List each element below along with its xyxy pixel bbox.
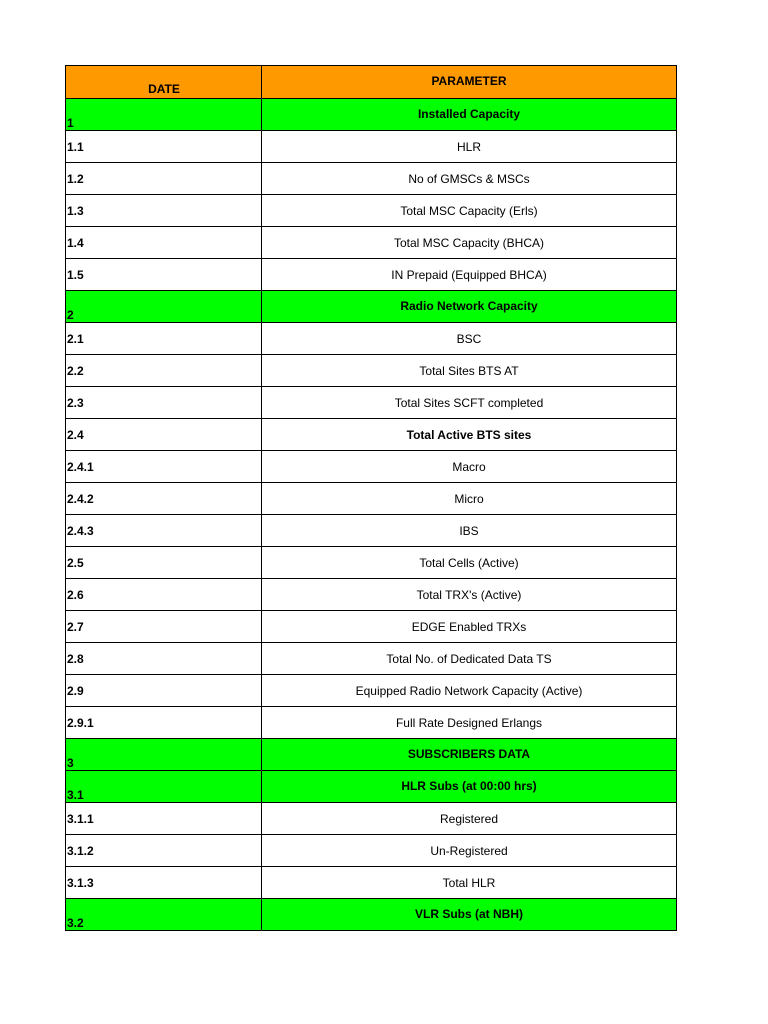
row-number-cell[interactable]: 3.1.3 — [66, 867, 262, 899]
parameter-cell[interactable]: Full Rate Designed Erlangs — [262, 707, 677, 739]
parameter-cell[interactable]: Registered — [262, 803, 677, 835]
row-number-cell[interactable]: 2.4.2 — [66, 483, 262, 515]
parameter-cell[interactable]: Radio Network Capacity — [262, 291, 677, 323]
row-number-cell[interactable]: 1.3 — [66, 195, 262, 227]
row-number-cell[interactable]: 1.1 — [66, 131, 262, 163]
parameter-cell[interactable]: Equipped Radio Network Capacity (Active) — [262, 675, 677, 707]
row-number-cell[interactable]: 2.1 — [66, 323, 262, 355]
row-number-cell[interactable]: 1 — [66, 99, 262, 131]
table-row — [66, 515, 677, 547]
section-row — [66, 291, 677, 323]
table-row — [66, 611, 677, 643]
row-number-cell[interactable]: 2.2 — [66, 355, 262, 387]
parameter-cell[interactable]: Total HLR — [262, 867, 677, 899]
parameter-cell[interactable]: Total MSC Capacity (Erls) — [262, 195, 677, 227]
section-row — [66, 739, 677, 771]
parameter-cell[interactable]: HLR Subs (at 00:00 hrs) — [262, 771, 677, 803]
parameter-cell[interactable]: Total Sites SCFT completed — [262, 387, 677, 419]
parameter-cell[interactable]: Macro — [262, 451, 677, 483]
spreadsheet — [65, 65, 676, 931]
date-header-cell[interactable]: DATE — [66, 66, 262, 99]
row-number-cell[interactable]: 1.4 — [66, 227, 262, 259]
parameter-cell[interactable]: No of GMSCs & MSCs — [262, 163, 677, 195]
table-row — [66, 835, 677, 867]
table-row — [66, 355, 677, 387]
table-row — [66, 451, 677, 483]
table-row — [66, 419, 677, 451]
table-row — [66, 707, 677, 739]
section-row — [66, 899, 677, 931]
table-row — [66, 131, 677, 163]
parameter-cell[interactable]: Total Sites BTS AT — [262, 355, 677, 387]
row-number-cell[interactable]: 2.4.1 — [66, 451, 262, 483]
parameter-cell[interactable]: IN Prepaid (Equipped BHCA) — [262, 259, 677, 291]
row-number-cell[interactable]: 1.2 — [66, 163, 262, 195]
row-number-cell[interactable]: 3.1 — [66, 771, 262, 803]
parameter-cell[interactable]: HLR — [262, 131, 677, 163]
table-row — [66, 323, 677, 355]
row-number-cell[interactable]: 2 — [66, 291, 262, 323]
table-row — [66, 675, 677, 707]
row-number-cell[interactable]: 2.5 — [66, 547, 262, 579]
row-number-cell[interactable]: 3.2 — [66, 899, 262, 931]
parameter-cell[interactable]: EDGE Enabled TRXs — [262, 611, 677, 643]
parameter-cell[interactable]: BSC — [262, 323, 677, 355]
row-number-cell[interactable]: 2.4.3 — [66, 515, 262, 547]
row-number-cell[interactable]: 2.9.1 — [66, 707, 262, 739]
row-number-cell[interactable]: 3.1.2 — [66, 835, 262, 867]
row-number-cell[interactable]: 1.5 — [66, 259, 262, 291]
table-row — [66, 803, 677, 835]
parameter-cell[interactable]: Un-Registered — [262, 835, 677, 867]
row-number-cell[interactable]: 2.6 — [66, 579, 262, 611]
row-number-cell[interactable]: 3.1.1 — [66, 803, 262, 835]
parameter-cell[interactable]: Total No. of Dedicated Data TS — [262, 643, 677, 675]
row-number-cell[interactable]: 2.9 — [66, 675, 262, 707]
section-row — [66, 99, 677, 131]
section-row — [66, 771, 677, 803]
row-number-cell[interactable]: 2.4 — [66, 419, 262, 451]
table-row — [66, 867, 677, 899]
table-row — [66, 643, 677, 675]
parameter-cell[interactable]: Total Cells (Active) — [262, 547, 677, 579]
header-row — [66, 66, 677, 99]
table-row — [66, 483, 677, 515]
table-row — [66, 547, 677, 579]
row-number-cell[interactable]: 3 — [66, 739, 262, 771]
row-number-cell[interactable]: 2.3 — [66, 387, 262, 419]
table-row — [66, 579, 677, 611]
table-row — [66, 227, 677, 259]
parameter-cell[interactable]: Total MSC Capacity (BHCA) — [262, 227, 677, 259]
parameter-cell[interactable]: Total Active BTS sites — [262, 419, 677, 451]
parameter-header-cell[interactable]: PARAMETER — [262, 66, 677, 99]
parameter-cell[interactable]: SUBSCRIBERS DATA — [262, 739, 677, 771]
parameter-cell[interactable]: Micro — [262, 483, 677, 515]
parameter-cell[interactable]: VLR Subs (at NBH) — [262, 899, 677, 931]
parameter-cell[interactable]: Installed Capacity — [262, 99, 677, 131]
row-number-cell[interactable]: 2.7 — [66, 611, 262, 643]
table-row — [66, 195, 677, 227]
parameter-cell[interactable]: Total TRX's (Active) — [262, 579, 677, 611]
table-row — [66, 259, 677, 291]
parameter-table — [65, 65, 677, 931]
table-row — [66, 163, 677, 195]
row-number-cell[interactable]: 2.8 — [66, 643, 262, 675]
parameter-cell[interactable]: IBS — [262, 515, 677, 547]
table-row — [66, 387, 677, 419]
